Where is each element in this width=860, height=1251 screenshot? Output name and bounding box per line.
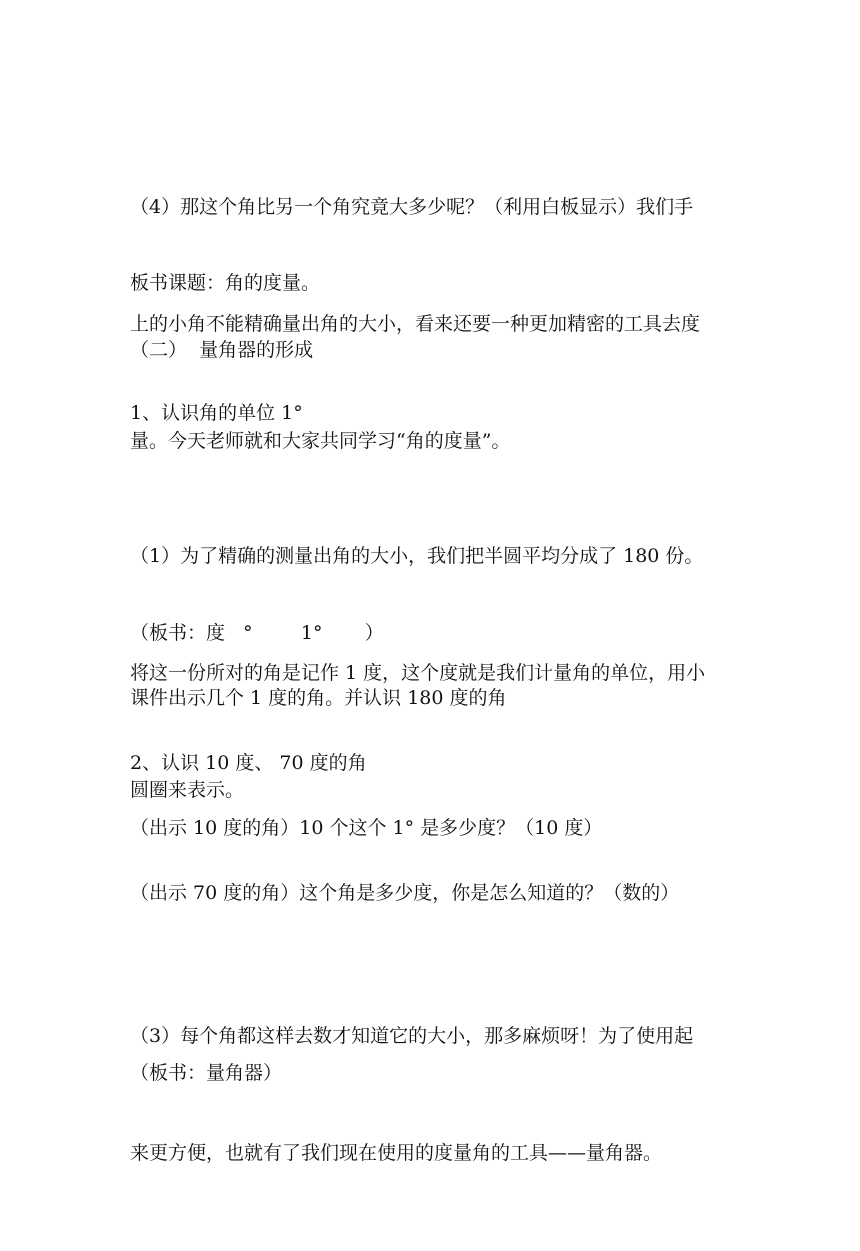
paragraph-70-degree: （出示 70 度的角）这个角是多少度，你是怎么知道的？（数的）	[130, 882, 680, 904]
text-line: （4）那这个角比另一个角究竟大多少呢？（利用白板显示）我们手	[130, 196, 694, 218]
paragraph-10-degree: （出示 10 度的角）10 个这个 1° 是多少度？（10 度）	[130, 817, 603, 839]
text-line: 将这一份所对的角是记作 1 度，这个度就是我们计量角的单位，用小	[130, 662, 706, 684]
section-heading-protractor-formation: （二） 量角器的形成	[130, 339, 314, 361]
text-line: 来更方便，也就有了我们现在使用的度量角的工具——量角器。	[130, 1142, 663, 1164]
paragraph-board-degree: （板书：度 ° 1° ）	[130, 622, 384, 644]
subheading-unit-degree: 1、认识角的单位 1°	[130, 402, 303, 424]
paragraph-protractor-intro	[130, 939, 750, 1251]
text-line: 量。今天老师就和大家共同学习“角的度量”。	[130, 430, 511, 452]
text-line: （3）每个角都这样去数才知道它的大小，那多麻烦呀！为了使用起	[130, 1025, 694, 1047]
paragraph-board-topic: 板书课题：角的度量。	[130, 272, 321, 294]
paragraph-board-protractor: （板书：量角器）	[130, 1062, 283, 1084]
paragraph-courseware: 课件出示几个 1 度的角。并认识 180 度的角	[130, 687, 507, 709]
text-line: 圆圈来表示。	[130, 779, 245, 801]
text-line: 上的小角不能精确量出角的大小，看来还要一种更加精密的工具去度	[130, 313, 701, 335]
text-line: （1）为了精确的测量出角的大小，我们把半圆平均分成了 180 份。	[130, 545, 704, 567]
subheading-10-70-degrees: 2、认识 10 度、 70 度的角	[130, 752, 367, 774]
